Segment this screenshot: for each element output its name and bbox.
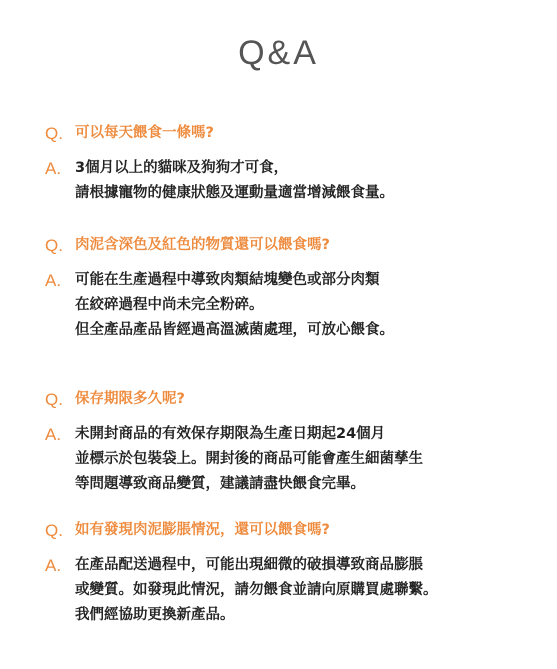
answer-line: 我們經協助更換新產品。 xyxy=(75,607,235,623)
answer-line: 但全產品產品皆經過高溫滅菌處理，可放心餵食。 xyxy=(75,322,394,338)
answer-marker: A. xyxy=(45,556,62,575)
answer-line: 可能在生產過程中導致肉類結塊變色或部分肉類 xyxy=(75,272,380,288)
answer-row xyxy=(45,268,555,343)
answer-row xyxy=(45,422,555,497)
page-title: Q&A xyxy=(238,34,319,72)
answer-line: 或變質。如發現此情況，請勿餵食並請向原購買處聯繫。 xyxy=(75,582,438,598)
answer-line: 在絞碎過程中尚未完全粉碎。 xyxy=(75,297,264,313)
answer-line: 在產品配送過程中，可能出現細微的破損導致商品膨脹 xyxy=(75,557,423,573)
question-text: 保存期限多久呢? xyxy=(75,391,185,407)
question-marker: Q. xyxy=(45,124,63,143)
question-text: 可以每天餵食一條嗎? xyxy=(75,125,214,141)
question-text: 肉泥含深色及紅色的物質還可以餵食嗎? xyxy=(75,237,330,253)
answer-row xyxy=(45,553,555,628)
question-row xyxy=(45,121,555,146)
qa-item-2 xyxy=(45,233,555,343)
answer-line: 請根據寵物的健康狀態及運動量適當增減餵食量。 xyxy=(75,185,394,201)
answer-marker: A. xyxy=(45,425,62,444)
question-row xyxy=(45,233,555,258)
question-row xyxy=(45,387,555,412)
answer-marker: A. xyxy=(45,159,62,178)
question-row xyxy=(45,518,555,543)
question-marker: Q. xyxy=(45,521,63,540)
answer-line: 等問題導致商品變質，建議請盡快餵食完畢。 xyxy=(75,476,365,492)
question-text: 如有發現肉泥膨脹情況，還可以餵食嗎? xyxy=(75,522,330,538)
qa-item-4 xyxy=(45,518,555,628)
answer-line: 未開封商品的有效保存期限為生產日期起24個月 xyxy=(75,426,386,442)
question-marker: Q. xyxy=(45,236,63,255)
qa-item-3 xyxy=(45,387,555,497)
answer-line: 並標示於包裝袋上。開封後的商品可能會產生細菌孳生 xyxy=(75,451,423,467)
question-marker: Q. xyxy=(45,390,63,409)
answer-marker: A. xyxy=(45,271,62,290)
answer-row xyxy=(45,156,555,206)
answer-line: 3個月以上的貓咪及狗狗才可食， xyxy=(75,160,289,176)
qa-item-1 xyxy=(45,121,555,206)
